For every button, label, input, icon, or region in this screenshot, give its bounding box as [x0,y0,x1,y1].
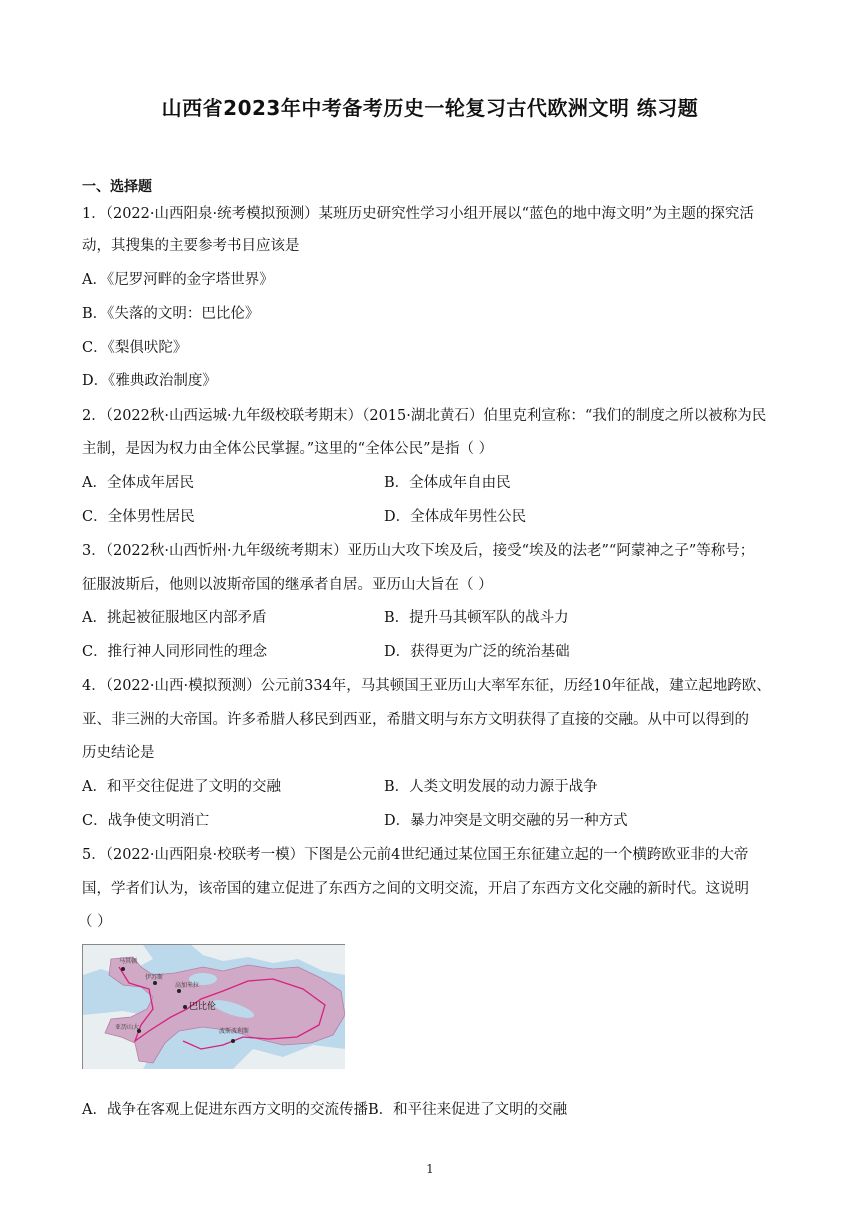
question-3-stem-line-1: 3．（2022秋·山西忻州·九年级统考期末）亚历山大攻下埃及后，接受“埃及的法老”“阿蒙神之子”等称号； [82,543,755,559]
question-2-option-c: C．全体男性居民 [82,509,195,525]
question-1-stem-line-1: 1．（2022·山西阳泉·统考模拟预测）某班历史研究性学习小组开展以“蓝色的地中海文明”为主题的探究活 [82,206,754,222]
question-2-option-a: A．全体成年居民 [82,475,194,491]
question-1-option-b: B．《失落的文明：巴比伦》 [82,306,260,322]
question-5-options [82,1100,782,1120]
question-3-option-a: A．挑起被征服地区内部矛盾 [82,610,267,626]
question-4-option-c: C．战争使文明消亡 [82,813,210,829]
question-4-option-d: D．暴力冲突是文明交融的另一种方式 [384,813,628,829]
question-4-option-b: B．人类文明发展的动力源于战争 [384,779,598,795]
map-label-gaugamela: 高加米拉 [175,982,200,989]
question-5-stem-line-3: （ ） [78,914,112,930]
page-number: 1 [426,1162,434,1176]
question-4-option-a: A．和平交往促进了文明的交融 [82,779,281,795]
question-3-stem-line-2: 征服波斯后，他则以波斯帝国的继承者自居。亚历山大旨在（ ） [82,577,493,593]
question-3-option-c: C．推行神人同形同性的理念 [82,644,268,660]
question-4-stem-line-3: 历史结论是 [82,745,155,761]
section-heading: 一、选择题 [82,179,152,195]
question-4-stem-line-1: 4．（2022·山西·模拟预测）公元前334年，马其顿国王亚历山大率军东征，历经10年征战，建立起地跨欧、 [82,678,771,694]
alexander-empire-map [82,944,345,1069]
map-label-macedonia: 马其顿 [119,958,138,965]
question-5-option-b: B．和平往来促进了文明的交融 [367,1102,568,1118]
question-1-stem-line-2: 动，其搜集的主要参考书目应该是 [82,238,300,254]
question-4-stem-line-2: 亚、非三洲的大帝国。许多希腊人移民到西亚，希腊文明与东方文明获得了直接的交融。从中可以得到的 [82,712,749,728]
question-2-stem-line-1: 2．（2022秋·山西运城·九年级校联考期末）（2015·湖北黄石）伯里克利宣称：“我们的制度之所以被称为民 [82,408,767,424]
question-2-stem-line-2: 主制，是因为权力由全体公民掌握。”这里的“全体公民”是指（ ） [82,441,494,457]
question-1-option-c: C．《梨俱吠陀》 [82,340,188,356]
page-title: 山西省2023年中考备考历史一轮复习古代欧洲文明 练习题 [161,96,699,120]
question-5-stem-line-1: 5．（2022·山西阳泉·校联考一模）下图是公元前4世纪通过某位国王东征建立起的一个横跨欧亚非的大帝 [82,847,749,863]
map-label-issus: 伊苏斯 [145,974,164,981]
question-1-option-a: A．《尼罗河畔的金字塔世界》 [82,272,274,288]
map-label-alexandria: 亚历山大 [115,1024,140,1031]
question-3-option-d: D．获得更为广泛的统治基础 [384,644,570,660]
question-1-option-d: D．《雅典政治制度》 [82,373,217,389]
map-label-persepolis: 波斯波利斯 [219,1028,250,1035]
question-5-option-a: A．战争在客观上促进东西方文明的交流传播 [82,1102,368,1118]
question-2-option-d: D．全体成年男性公民 [384,509,527,525]
question-3-option-b: B．提升马其顿军队的战斗力 [384,610,569,626]
question-5-stem-line-2: 国，学者们认为，该帝国的建立促进了东西方之间的文明交流，开启了东西方文化交融的新时代。这说明 [82,881,749,897]
question-2-option-b: B．全体成年自由民 [384,475,511,491]
map-label-babylon: 巴比伦 [189,1002,217,1012]
